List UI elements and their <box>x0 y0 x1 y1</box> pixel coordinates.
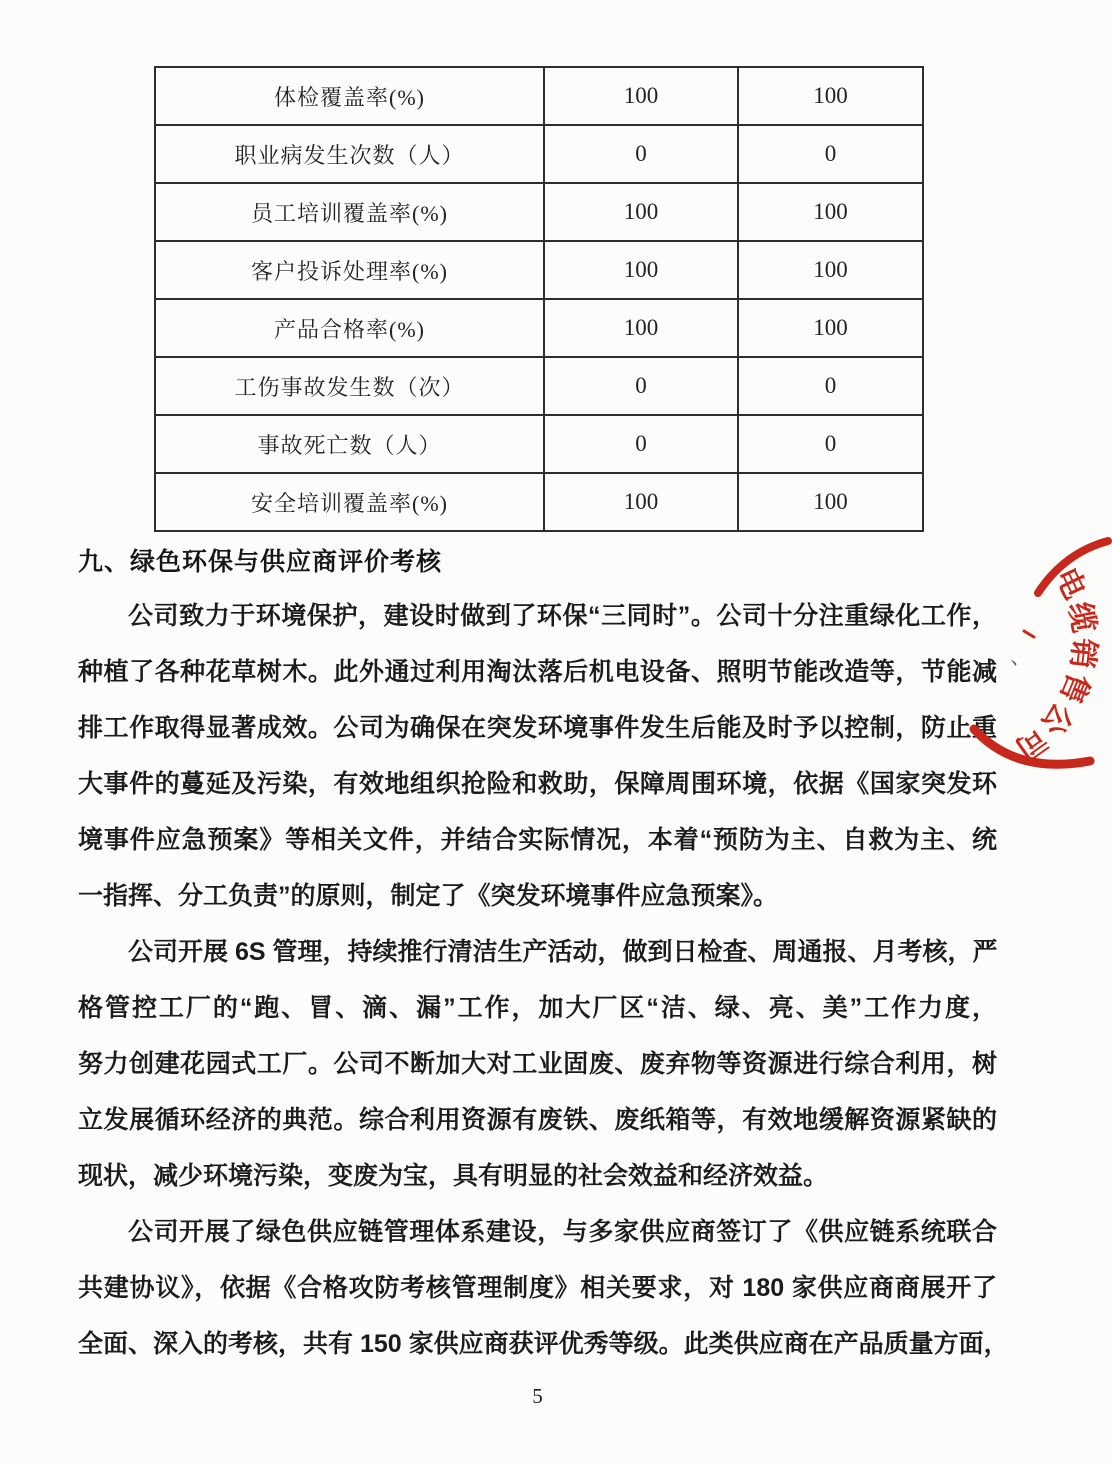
text-line: 格管控工厂的“跑、冒、滴、漏”工作，加大厂区“洁、绿、亮、美”工作力度， <box>78 994 997 1022</box>
kpi-table <box>154 66 924 532</box>
metric-label: 安全培训覆盖率(%) <box>155 473 544 531</box>
document-body <box>78 588 1009 1372</box>
text-line: 境事件应急预案》等相关文件，并结合实际情况，本着“预防为主、自救为主、统 <box>78 826 997 854</box>
table-row <box>155 415 923 473</box>
text-line: 公司致力于环境保护，建设时做到了环保“三同时”。公司十分注重绿化工作， <box>128 602 997 630</box>
paragraph <box>78 1204 1009 1372</box>
metric-value-year2: 100 <box>738 473 923 531</box>
paragraph <box>78 588 997 924</box>
section-heading: 九、绿色环保与供应商评价考核 <box>78 548 443 576</box>
metric-label: 工伤事故发生数（次） <box>155 357 544 415</box>
metric-value-year2: 0 <box>738 357 923 415</box>
table-row <box>155 183 923 241</box>
seal-stray-stroke <box>1024 631 1034 637</box>
metric-label: 事故死亡数（人） <box>155 415 544 473</box>
metric-value-year1: 0 <box>544 125 738 183</box>
table-row <box>155 299 923 357</box>
metric-value-year1: 100 <box>544 299 738 357</box>
text-line: 排工作取得显著成效。公司为确保在突发环境事件发生后能及时予以控制，防止重 <box>78 714 997 742</box>
metric-value-year1: 0 <box>544 357 738 415</box>
table-row <box>155 67 923 125</box>
metric-value-year2: 0 <box>738 415 923 473</box>
text-line: 公司开展了绿色供应链管理体系建设，与多家供应商签订了《供应链系统联合 <box>128 1218 997 1246</box>
metric-value-year1: 100 <box>544 183 738 241</box>
table-row <box>155 241 923 299</box>
metric-value-year1: 0 <box>544 415 738 473</box>
metric-value-year2: 100 <box>738 183 923 241</box>
text-line: 现状，减少环境污染，变废为宝，具有明显的社会效益和经济效益。 <box>78 1162 829 1190</box>
text-line: 大事件的蔓延及污染，有效地组织抢险和救助，保障周围环境，依据《国家突发环 <box>78 770 997 798</box>
text-line: 共建协议》，依据《合格攻防考核管理制度》相关要求，对 180 家供应商商展开了 <box>78 1274 997 1302</box>
seal-text: 电缆销售公司 <box>1006 563 1101 768</box>
metric-value-year1: 100 <box>544 473 738 531</box>
paragraph <box>78 924 997 1204</box>
metric-label: 体检覆盖率(%) <box>155 67 544 125</box>
metric-label: 员工培训覆盖率(%) <box>155 183 544 241</box>
seal-border-arc-top <box>1038 541 1108 593</box>
metric-value-year2: 0 <box>738 125 923 183</box>
text-line: 种植了各种花草树木。此外通过利用淘汰落后机电设备、照明节能改造等，节能减 <box>78 658 997 686</box>
text-line: 公司开展 6S 管理，持续推行清洁生产活动，做到日检查、周通报、月考核，严 <box>128 938 998 966</box>
metric-value-year2: 100 <box>738 67 923 125</box>
table-row <box>155 357 923 415</box>
text-line: 一指挥、分工负责”的原则，制定了《突发环境事件应急预案》。 <box>78 882 779 910</box>
stray-scan-mark: 、 <box>1010 644 1033 669</box>
text-line: 全面、深入的考核，共有 150 家供应商获评优秀等级。此类供应商在产品质量方面， <box>78 1330 1009 1358</box>
metric-value-year2: 100 <box>738 299 923 357</box>
metric-label: 产品合格率(%) <box>155 299 544 357</box>
text-line: 努力创建花园式工厂。公司不断加大对工业固废、废弃物等资源进行综合利用，树 <box>78 1050 997 1078</box>
metric-value-year1: 100 <box>544 241 738 299</box>
table-row <box>155 473 923 531</box>
text-line: 立发展循环经济的典范。综合利用资源有废铁、废纸箱等，有效地缓解资源紧缺的 <box>78 1106 997 1134</box>
metric-label: 职业病发生次数（人） <box>155 125 544 183</box>
metric-value-year1: 100 <box>544 67 738 125</box>
metric-label: 客户投诉处理率(%) <box>155 241 544 299</box>
metric-value-year2: 100 <box>738 241 923 299</box>
table-row <box>155 125 923 183</box>
page-number: 5 <box>532 1384 543 1408</box>
